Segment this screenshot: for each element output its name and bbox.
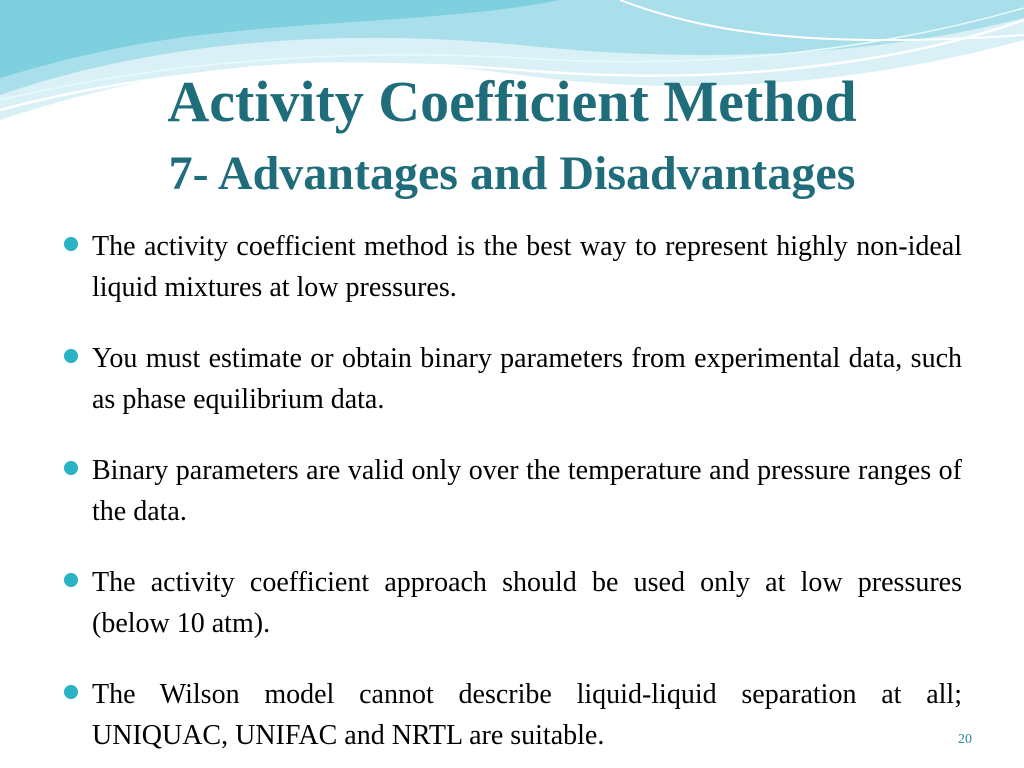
bullet-item [62,450,962,532]
bullet-text: You must estimate or obtain binary parameters from experimental data, such as phase equilibrium data. [92,343,962,415]
bullet-item [62,674,962,756]
bullet-text: The Wilson model cannot describe liquid-liquid separation at all; UNIQUAC, UNIFAC and NRTL are suitable. [92,679,962,751]
bullet-item [62,562,962,644]
bullet-item [62,338,962,420]
bullet-text: The activity coefficient method is the best way to represent highly non-ideal liquid mixtures at low pressures. [92,231,962,303]
bullet-dot-icon [64,349,78,363]
slide-subtitle: 7- Advantages and Disadvantages [168,147,856,200]
bullet-dot-icon [64,685,78,699]
bullet-item [62,226,962,308]
bullet-dot-icon [64,573,78,587]
bullet-list [62,226,962,768]
page-number: 20 [958,732,972,747]
bullet-text: The activity coefficient approach should be used only at low pressures (below 10 atm). [92,567,962,639]
bullet-dot-icon [64,237,78,251]
bullet-text: Binary parameters are valid only over the temperature and pressure ranges of the data. [92,455,962,527]
bullet-dot-icon [64,461,78,475]
slide-title: Activity Coefficient Method [167,69,857,134]
